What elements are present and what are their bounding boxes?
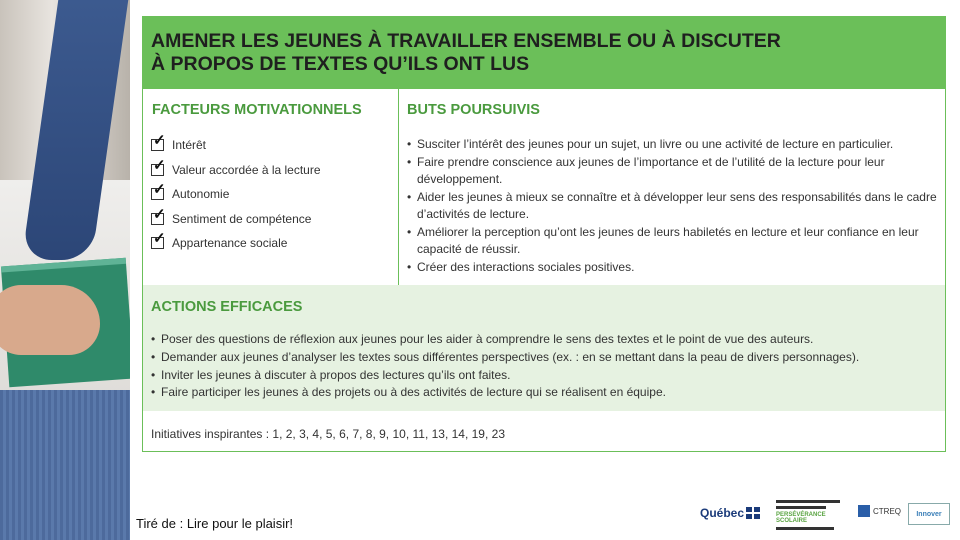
list-item: • Poser des questions de réflexion aux jeunes pour les aider à comprendre le sens des textes et le point de vue des auteurs. xyxy=(151,331,859,349)
actions-list xyxy=(151,331,859,402)
list-item: • Susciter l’intérêt des jeunes pour un sujet, un livre ou une activité de lecture en particulier. xyxy=(407,136,937,154)
list-item: • Créer des interactions sociales positives. xyxy=(407,259,937,277)
initiatives-text: Initiatives inspirantes : 1, 2, 3, 4, 5, 6, 7, 8, 9, 10, 11, 13, 14, 19, 23 xyxy=(151,427,505,441)
checkbox-icon xyxy=(151,188,164,200)
ctreq-logo: CTREQ xyxy=(858,505,901,517)
checkbox-icon xyxy=(151,164,164,176)
ctreq-mark-icon xyxy=(858,505,870,517)
list-item: • Faire prendre conscience aux jeunes de l’importance et de l’utilité de la lecture pour leur développement. xyxy=(407,154,937,189)
content-panel xyxy=(142,16,946,452)
list-item: • Demander aux jeunes d’analyser les textes sous différentes perspectives (ex. : en se mettant dans la peau de divers personnages). xyxy=(151,349,859,367)
checkbox-icon xyxy=(151,213,164,225)
innover-logo: Innover xyxy=(908,503,950,525)
factors-list xyxy=(151,133,321,256)
list-item: ✓ Sentiment de compétence xyxy=(151,207,321,232)
actions-section xyxy=(143,285,945,411)
panel-header xyxy=(143,17,945,89)
goals-list xyxy=(407,136,937,276)
list-item: • Faire participer les jeunes à des projets ou à des activités de lecture qui se réalisent en équipe. xyxy=(151,384,859,402)
source-caption: Tiré de : Lire pour le plaisir! xyxy=(136,516,294,531)
checkbox-icon xyxy=(151,139,164,151)
factors-column xyxy=(143,89,399,285)
list-item: • Aider les jeunes à mieux se connaître et à développer leur sens des responsabilités dans le cadre d’activités de lecture. xyxy=(407,189,937,224)
actions-heading: ACTIONS EFFICACES xyxy=(151,299,303,315)
quebec-logo: Québec xyxy=(700,506,760,520)
student-reading-photo xyxy=(0,0,130,540)
list-item: ✓ Appartenance sociale xyxy=(151,231,321,256)
page-title: AMENER LES JEUNES À TRAVAILLER ENSEMBLE OU À DISCUTER À PROPOS DE TEXTES QU’ILS ONT LUS xyxy=(151,30,781,75)
factors-heading: FACTEURS MOTIVATIONNELS xyxy=(152,102,362,118)
checkbox-icon xyxy=(151,237,164,249)
list-item: • Inviter les jeunes à discuter à propos des lectures qu’ils ont faites. xyxy=(151,367,859,385)
fleurdelise-icon xyxy=(746,507,760,519)
goals-heading: BUTS POURSUIVIS xyxy=(407,102,540,118)
goals-column xyxy=(399,89,945,285)
list-item: ✓ Valeur accordée à la lecture xyxy=(151,158,321,183)
reseau-logo: PERSÉVÉRANCE SCOLAIRE xyxy=(776,500,846,536)
list-item: ✓ Autonomie xyxy=(151,182,321,207)
list-item: • Améliorer la perception qu’ont les jeunes de leurs habiletés en lecture et leur confiance en leur capacité de réussir. xyxy=(407,224,937,259)
list-item: ✓ Intérêt xyxy=(151,133,321,158)
